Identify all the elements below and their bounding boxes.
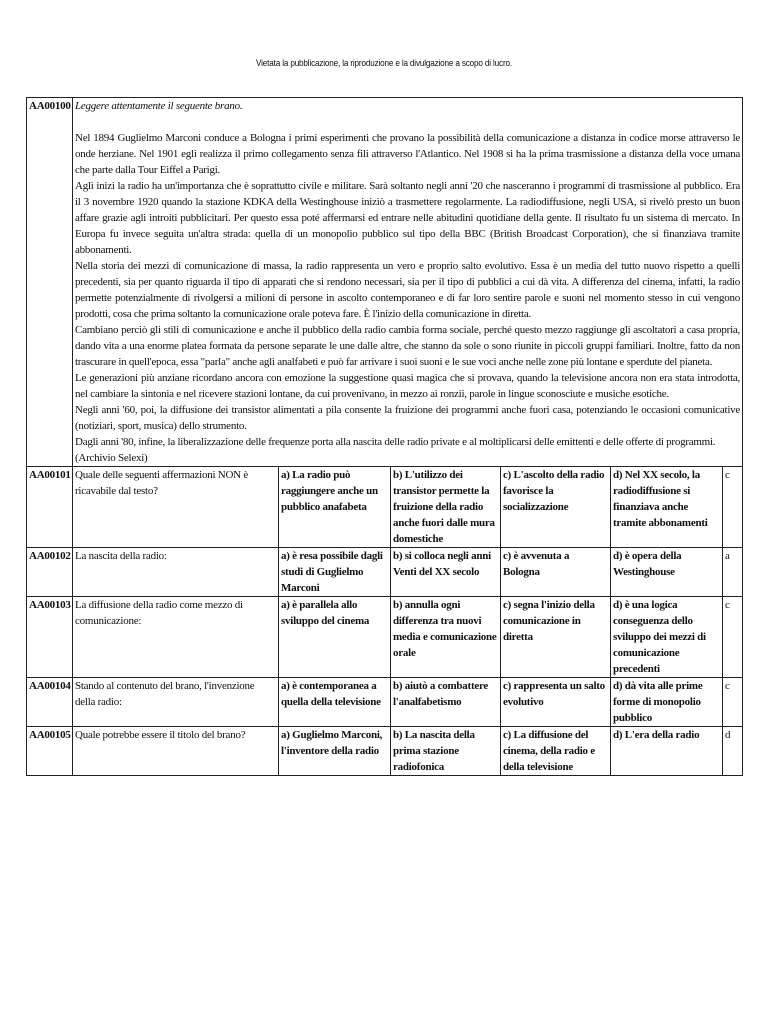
answer-key: c [723, 467, 743, 548]
passage-source: (Archivio Selexi) [75, 452, 148, 464]
option-d: d) Nel XX secolo, la radiodiffusione si finanziava anche tramite abbonamenti [611, 467, 723, 548]
option-a: a) La radio può raggiungere anche un pubblico anafabeta [279, 467, 391, 548]
option-c: c) segna l'inizio della comunicazione in diretta [501, 597, 611, 678]
question-text: La diffusione della radio come mezzo di comunicazione: [73, 597, 279, 678]
passage-paragraph: Le generazioni più anziane ricordano ancora con emozione la suggestione quasi magica che si provava, quando la televisione ancora non era stata introdotta, nel cambiare la sintonia e nel ricevere stazioni lontane, da cui provenivano, in mezzo ai ronzii, parole in lingue sconosciute e musiche esotiche. [75, 372, 741, 400]
option-b: b) si colloca negli anni Venti del XX secolo [391, 548, 501, 597]
option-c: c) rappresenta un salto evolutivo [501, 678, 611, 727]
question-code: AA00101 [27, 467, 73, 548]
option-b: b) La nascita della prima stazione radiofonica [391, 727, 501, 776]
option-b: b) aiutò a combattere l'analfabetismo [391, 678, 501, 727]
question-row [27, 727, 743, 776]
option-b: b) L'utilizzo dei transistor permette la fruizione della radio anche fuori dalle mura domestiche [391, 467, 501, 548]
passage-paragraph: Nel 1894 Guglielmo Marconi conduce a Bologna i primi esperimenti che provano la possibilità della comunicazione a distanza in codice morse attraverso le onde herziane. Nel 1901 egli realizza il primo collegamento senza fili attraverso l'Atlantico. Nel 1908 si ha la prima trasmissione a distanza della voce umana che parte dalla Tour Eiffel a Parigi. [75, 132, 741, 176]
question-text: La nascita della radio: [73, 548, 279, 597]
passage-paragraph: Agli inizi la radio ha un'importanza che è soprattutto civile e militare. Sarà soltanto negli anni '20 che nasceranno i programmi di trasmissione al pubblico. Era il 3 novembre 1920 quando la stazione KDKA della Westinghouse iniziò a trasmettere regolarmente. La radiodiffusione, negli USA, si rivelò presto un buon affare grazie agli introiti pubblicitari. Per questo essa poté affermarsi ed entrare nelle abitudini quotidiane della gente. Il risultato fu un sistema di mercato. In Europa fu invece seguita un'altra strada: quella di un monopolio pubblico sul tipo della BBC (British Broadcast Corporation), che si finanziava tramite abbonamenti. [75, 180, 741, 256]
question-text: Quale delle seguenti affermazioni NON è ricavabile dal testo? [73, 467, 279, 548]
option-d: d) dà vita alle prime forme di monopolio pubblico [611, 678, 723, 727]
passage-cell [73, 98, 743, 467]
question-text: Quale potrebbe essere il titolo del brano? [73, 727, 279, 776]
option-d: d) è opera della Westinghouse [611, 548, 723, 597]
passage-paragraph: Cambiano perciò gli stili di comunicazione e anche il pubblico della radio cambia forma sociale, perché questo mezzo raggiunge gli ascoltatori a casa propria, dando vita a una enorme platea formata da persone separate le une dalle altre, che stanno da sole o sono riunite in piccoli gruppi familiari. Inoltre, fatto da non trascurare in quell'epoca, essa "parla" anche agli analfabeti e può far arrivare i suoi suoni e le sue voci anche nelle zone più lontane e sperdute del pianeta. [75, 324, 741, 368]
question-row [27, 597, 743, 678]
option-d: d) è una logica conseguenza dello sviluppo dei mezzi di comunicazione precedenti [611, 597, 723, 678]
option-a: a) è resa possibile dagli studi di Guglielmo Marconi [279, 548, 391, 597]
option-b: b) annulla ogni differenza tra nuovi media e comunicazione orale [391, 597, 501, 678]
passage-paragraph: Negli anni '60, poi, la diffusione dei transistor alimentati a pila consente la fruizione dei programmi anche fuori casa, potenziando le occasioni comunicative (notiziari, sport, musica) dello strumento. [75, 404, 741, 432]
question-code: AA00102 [27, 548, 73, 597]
question-row [27, 548, 743, 597]
answer-key: d [723, 727, 743, 776]
answer-key: c [723, 597, 743, 678]
answer-key: c [723, 678, 743, 727]
option-c: c) L'ascolto della radio favorisce la socializzazione [501, 467, 611, 548]
answer-key: a [723, 548, 743, 597]
option-a: a) è parallela allo sviluppo del cinema [279, 597, 391, 678]
option-c: c) La diffusione del cinema, della radio e della televisione [501, 727, 611, 776]
question-row [27, 467, 743, 548]
passage-code: AA00100 [27, 98, 73, 467]
passage-row [27, 98, 743, 467]
question-row [27, 678, 743, 727]
question-code: AA00105 [27, 727, 73, 776]
question-text: Stando al contenuto del brano, l'invenzione della radio: [73, 678, 279, 727]
option-a: a) Guglielmo Marconi, l'inventore della radio [279, 727, 391, 776]
passage-paragraph: Nella storia dei mezzi di comunicazione di massa, la radio rappresenta un vero e proprio salto evolutivo. Essa è un media del tutto nuovo rispetto a quelli precedenti, sia per quanto riguarda il tipo di apparati che si rendono necessari, sia per il tipo di pubblici a cui dà vita. A differenza del cinema, infatti, la radio permette potenzialmente di rivolgersi a milioni di persone in ascolto contemporaneo e di far loro sentire parole e suoni nel momento stesso in cui vengono prodotti, cosa che prima soltanto la comunicazione orale poteva fare. È l'inizio della comunicazione in diretta. [75, 260, 741, 320]
option-a: a) è contemporanea a quella della televisione [279, 678, 391, 727]
passage-instruction: Leggere attentamente il seguente brano. [75, 100, 243, 112]
quiz-table [26, 97, 743, 776]
passage-paragraph: Dagli anni '80, infine, la liberalizzazione delle frequenze porta alla nascita delle radio private e al moltiplicarsi delle emittenti e delle offerte di programmi. [75, 436, 716, 448]
question-code: AA00104 [27, 678, 73, 727]
page-header: Vietata la pubblicazione, la riproduzione e la divulgazione a scopo di lucro. [256, 58, 512, 69]
option-d: d) L'era della radio [611, 727, 723, 776]
option-c: c) è avvenuta a Bologna [501, 548, 611, 597]
question-code: AA00103 [27, 597, 73, 678]
